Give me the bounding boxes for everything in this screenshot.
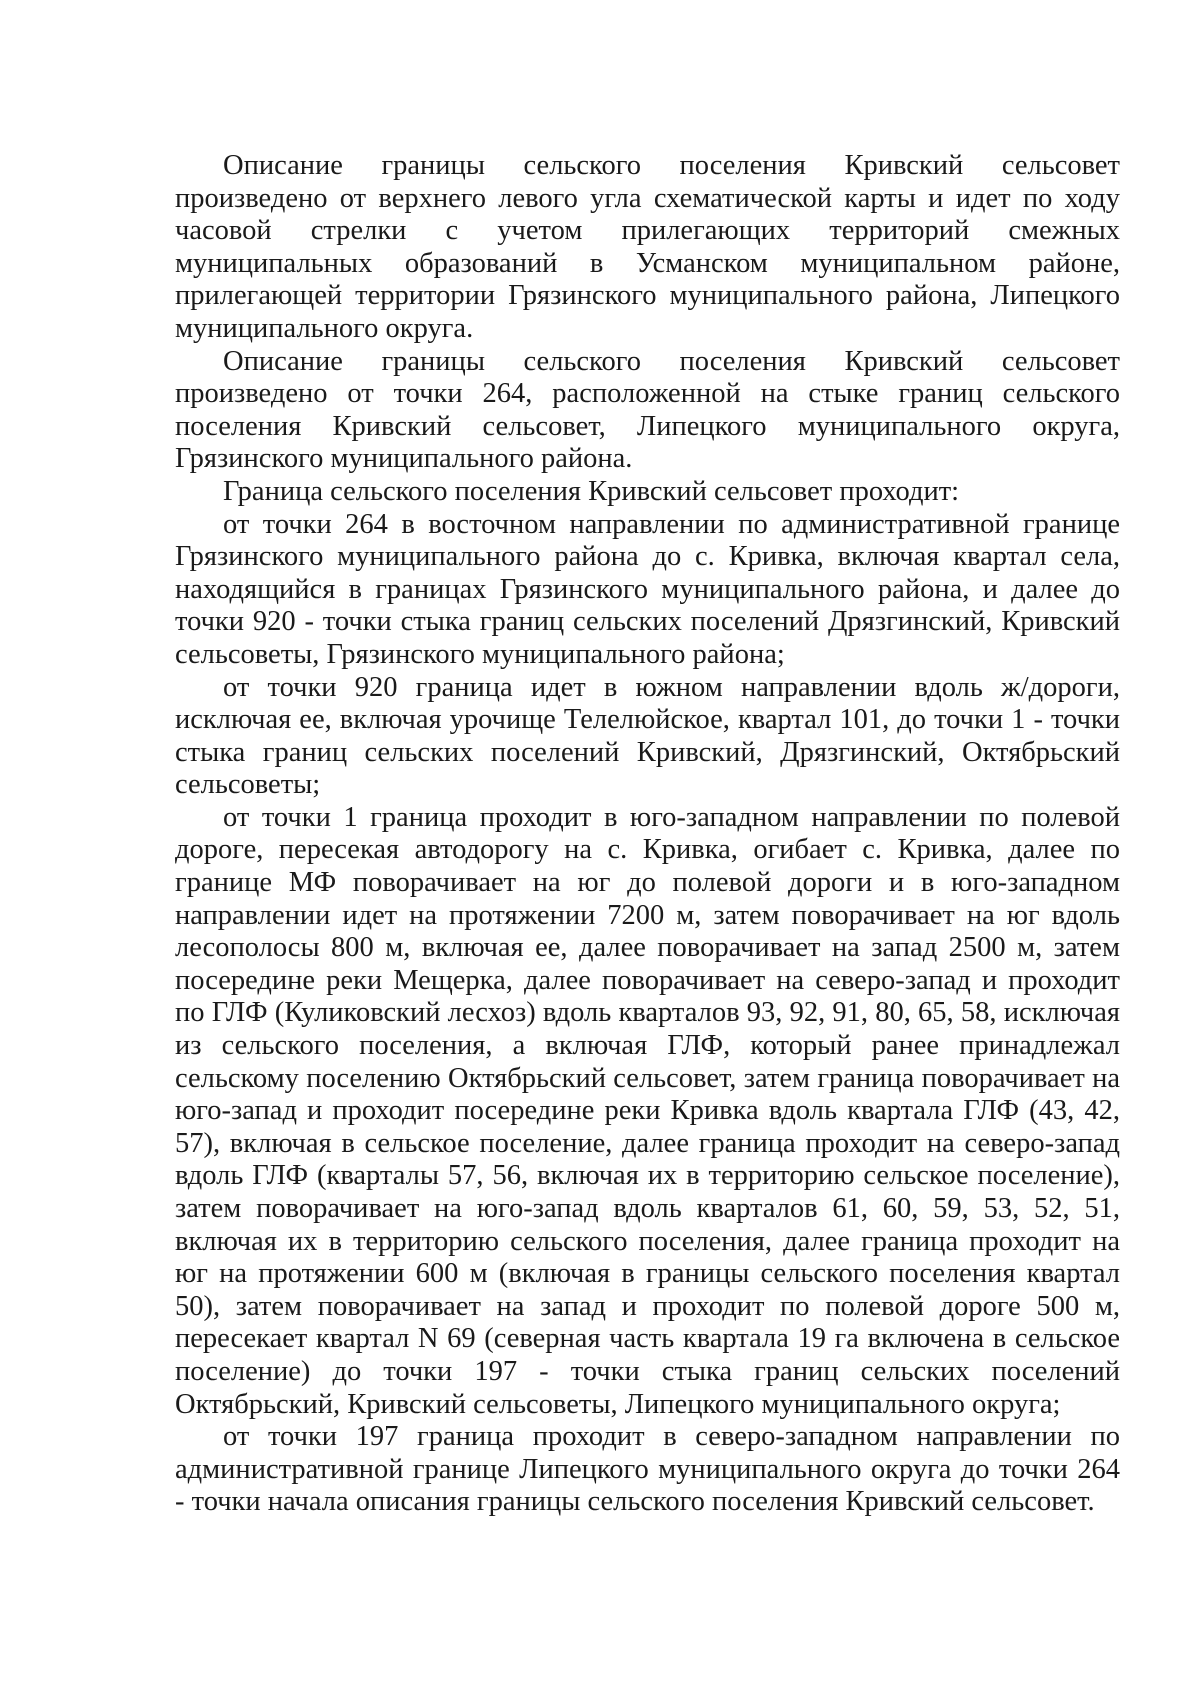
paragraph-segment-197-264: от точки 197 граница проходит в северо-западном направлении по административной границе Липецкого муниципального округа до точки 264 - точки начала описания границы сельского поселения Кривский сельсовет.	[175, 1421, 1120, 1518]
paragraph-start-point: Описание границы сельского поселения Кривский сельсовет произведено от точки 264, расположенной на стыке границ сельского поселения Кривский сельсовет, Липецкого муниципального округа, Грязинского муниципального района.	[175, 345, 1120, 475]
paragraph-segment-264-920: от точки 264 в восточном направлении по административной границе Грязинского муниципального района до с. Кривка, включая квартал села, находящийся в границах Грязинского муниципального района, и далее до точки 920 - точки стыка границ сельских поселений Дрязгинский, Кривский сельсоветы, Грязинского муниципального района;	[175, 508, 1120, 670]
paragraph-segment-1-197: от точки 1 граница проходит в юго-западном направлении по полевой дороге, пересекая автодорогу на с. Кривка, огибает с. Кривка, далее по границе МФ поворачивает на юг до полевой дороги и в юго-западном направлении идет на протяжении 7200 м, затем поворачивает на юг вдоль лесополосы 800 м, включая ее, далее поворачивает на запад 2500 м, затем посередине реки Мещерка, далее поворачивает на северо-запад и проходит по ГЛФ (Куликовский лесхоз) вдоль кварталов 93, 92, 91, 80, 65, 58, исключая из сельского поселения, а включая ГЛФ, который ранее принадлежал сельскому поселению Октябрьский сельсовет, затем граница поворачивает на юго-запад и проходит посередине реки Кривка вдоль квартала ГЛФ (43, 42, 57), включая в сельское поселение, далее граница проходит на северо-запад вдоль ГЛФ (кварталы 57, 56, включая их в территорию сельское поселение), затем поворачивает на юго-запад вдоль кварталов 61, 60, 59, 53, 52, 51, включая их в территорию сельского поселения, далее граница проходит на юг на протяжении 600 м (включая в границы сельского поселения квартал 50), затем поворачивает на запад и проходит по полевой дороге 500 м, пересекает квартал N 69 (северная часть квартала 19 га включена в сельское поселение) до точки 197 - точки стыка границ сельских поселений Октябрьский, Кривский сельсоветы, Липецкого муниципального округа;	[175, 801, 1120, 1420]
document-page	[175, 150, 1120, 1519]
paragraph-boundary-heading: Граница сельского поселения Кривский сельсовет проходит:	[223, 475, 960, 507]
paragraph-intro: Описание границы сельского поселения Кривский сельсовет произведено от верхнего левого угла схематической карты и идет по ходу часовой стрелки с учетом прилегающих территорий смежных муниципальных образований в Усманском муниципальном районе, прилегающей территории Грязинского муниципального района, Липецкого муниципального округа.	[175, 150, 1120, 344]
paragraph-segment-920-1: от точки 920 граница идет в южном направлении вдоль ж/дороги, исключая ее, включая урочище Телелюйское, квартал 101, до точки 1 - точки стыка границ сельских поселений Кривский, Дрязгинский, Октябрьский сельсоветы;	[175, 671, 1120, 801]
